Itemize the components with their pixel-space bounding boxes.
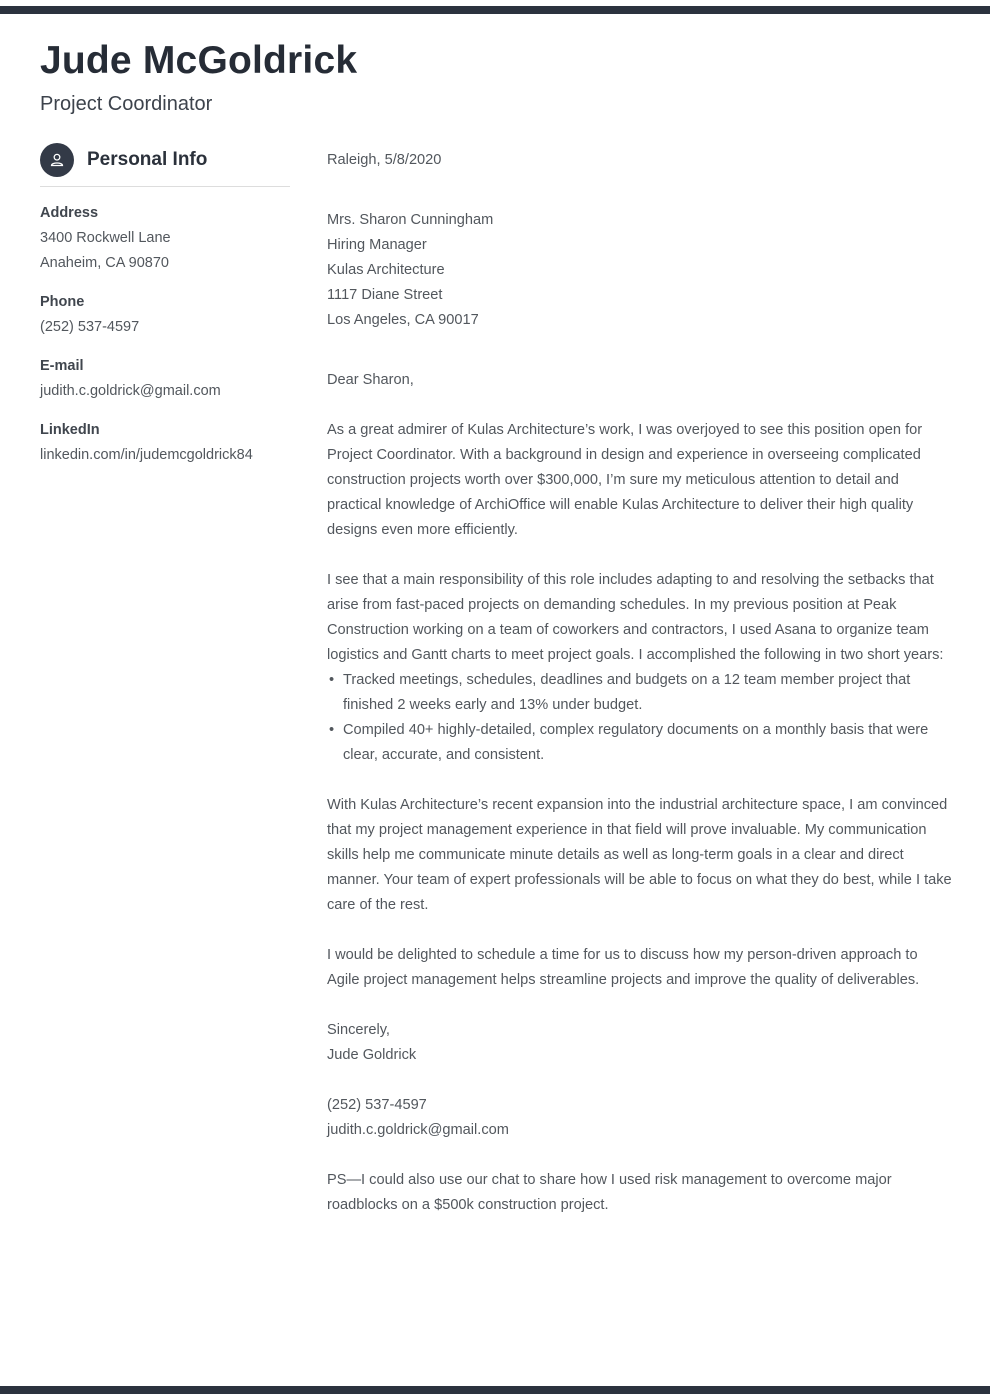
recipient-role: Hiring Manager (327, 236, 427, 253)
top-accent-bar (0, 6, 990, 14)
contact-email: judith.c.goldrick@gmail.com (327, 1121, 509, 1138)
sidebar-label: Address (40, 204, 99, 221)
list-item: • Compiled 40+ highly-detailed, complex regulatory documents on a monthly basis that were clear, accurate, and consistent. (327, 718, 952, 768)
paragraph-intro: As a great admirer of Kulas Architecture’s work, I was overjoyed to see this position open for Project Coordinator. With a background in design and experience in overseeing complicated construction projects worth over $300,000, I’m sure my meticulous attention to detail and practical knowledge of ArchiOffice will enable Kulas Architecture to deliver their high quality designs even more efficiently. (327, 421, 923, 538)
linkedin-value: linkedin.com/in/judemcgoldrick84 (40, 446, 253, 463)
person-icon (40, 143, 74, 177)
closing-word: Sincerely, (327, 1021, 390, 1038)
achievements-list (327, 668, 952, 768)
content-columns (0, 143, 990, 1218)
closing-block (327, 1018, 952, 1068)
sidebar-label: Phone (40, 293, 85, 310)
recipient-company: Kulas Architecture (327, 261, 445, 278)
email-value: judith.c.goldrick@gmail.com (40, 382, 221, 399)
applicant-name: Jude McGoldrick (40, 39, 358, 82)
sidebar-heading: Personal Info (87, 148, 208, 170)
contact-block (327, 1093, 952, 1143)
sidebar-label: LinkedIn (40, 421, 100, 438)
list-item: • Tracked meetings, schedules, deadlines and budgets on a 12 team member project that finished 2 weeks early and 13% under budget. (327, 668, 952, 718)
sidebar-section-header (40, 143, 290, 187)
sidebar-group-phone (40, 290, 290, 340)
recipient-city: Los Angeles, CA 90017 (327, 311, 479, 328)
sidebar-label: E-mail (40, 357, 84, 374)
paragraph-responsibility: I see that a main responsibility of this role includes adapting to and resolving the setbacks that arise from fast-paced projects on demanding schedules. In my previous position at Peak Construction working on a team of coworkers and contractors, I used Asana to organize team logistics and Gantt charts to meet project goals. I accomplished the following in two short years: (327, 571, 944, 663)
sidebar-group-linkedin (40, 418, 290, 468)
bottom-accent-bar (0, 1386, 990, 1394)
document-header (0, 0, 990, 117)
recipient-street: 1117 Diane Street (327, 286, 443, 303)
address-line: Anaheim, CA 90870 (40, 254, 169, 271)
phone-value: (252) 537-4597 (40, 318, 140, 335)
recipient-block (327, 208, 952, 333)
letter-body (327, 143, 952, 1218)
sidebar-group-email (40, 354, 290, 404)
contact-phone: (252) 537-4597 (327, 1096, 427, 1113)
paragraph-expansion: With Kulas Architecture’s recent expansion into the industrial architecture space, I am convinced that my project management experience in that field will prove invaluable. My communication skills help me communicate minute details as well as long-term goals in a clear and direct manner. Your team of expert professionals will be able to focus on what they do best, while I take care of the rest. (327, 796, 952, 913)
address-line: 3400 Rockwell Lane (40, 229, 171, 246)
sidebar-group-address (40, 201, 290, 276)
postscript: PS—I could also use our chat to share how I used risk management to overcome major roadblocks on a $500k construction project. (327, 1171, 892, 1213)
salutation: Dear Sharon, (327, 371, 414, 388)
applicant-job-title: Project Coordinator (40, 92, 213, 115)
personal-info-sidebar (40, 143, 290, 1218)
recipient-name: Mrs. Sharon Cunningham (327, 211, 494, 228)
date-line: Raleigh, 5/8/2020 (327, 151, 442, 168)
signature-name: Jude Goldrick (327, 1046, 417, 1063)
paragraph-call-to-action: I would be delighted to schedule a time for us to discuss how my person-driven approach to Agile project management helps streamline projects and improve the quality of deliverables. (327, 946, 920, 988)
